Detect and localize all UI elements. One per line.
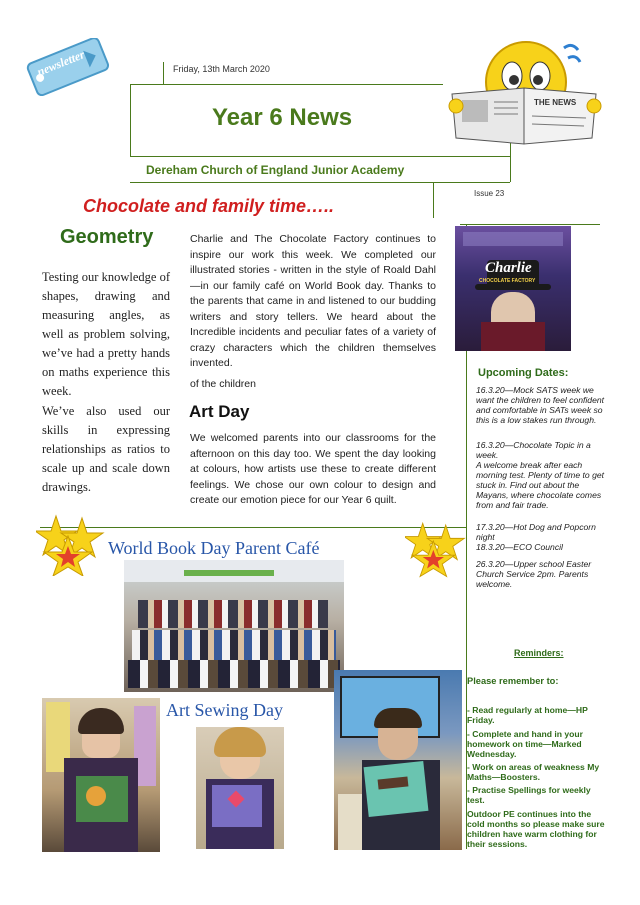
charlie-tail-text: of the children [190, 378, 256, 390]
art-sewing-photo-1 [42, 698, 160, 852]
upcoming-item-1: 16.3.20—Mock SATS week we want the children to feel confident and comfortable in SATs week so this is a low stakes run through. [476, 385, 605, 425]
geometry-paragraph-1: Testing our knowledge of shapes, drawing and measuring angles, as well as problem solving, we’ve had a pretty hands on maths experience this week. [42, 270, 170, 398]
art-sewing-photo-3 [334, 670, 462, 850]
upcoming-item-2: 16.3.20—Chocolate Topic in a week. A welcome break after each morning test. Plenty of time to get stuck in. Find out about the Mayans, where chocolate comes from and fair trade. [476, 440, 605, 510]
masthead-rule [130, 84, 164, 85]
reminders-heading: Reminders: [514, 648, 564, 658]
reminder-item-1: - Read regularly at home—HP Friday. [467, 705, 588, 725]
masthead-rule [163, 62, 164, 84]
reminder-item-2: - Complete and hand in your homework on time—Marked Wednesday. [467, 729, 584, 759]
reminder-item-5: Outdoor PE continues into the cold months so please make sure children have warm clothing for their sessions. [467, 809, 605, 849]
reminder-item-3: - Work on areas of weakness My Maths—Boosters. [467, 762, 600, 782]
charlie-paragraph: Charlie and The Chocolate Factory continues to inspire our work this week. We completed our illustrated stories - written in the style of Roald Dahl—in our family café on World Book day. Thanks to the parents that came in and listened to our budding writers and story tellers. We heard about the Incredible incidents and peculiar fates of a variety of crazy characters which the children themselves invented. [190, 233, 436, 369]
art-sewing-photo-2 [196, 727, 284, 849]
art-day-heading: Art Day [189, 402, 250, 421]
masthead-rule [163, 84, 443, 85]
masthead-rule [130, 156, 510, 157]
upcoming-item-3: 17.3.20—Hot Dog and Popcorn night 18.3.20—ECO Council [476, 522, 596, 552]
masthead-rule [433, 182, 434, 218]
headline: Chocolate and family time….. [83, 196, 335, 216]
newsletter-badge [22, 38, 112, 96]
masthead-rule [130, 182, 510, 183]
art-sewing-caption: Art Sewing Day [166, 700, 283, 720]
masthead-rule [130, 84, 131, 156]
page-title: Year 6 News [212, 104, 353, 131]
poster-title: Charlie [485, 260, 532, 276]
issue-date: Friday, 13th March 2020 [173, 64, 270, 74]
geometry-heading: Geometry [60, 226, 154, 248]
newsletter-badge-text: newsletter [35, 47, 87, 79]
issue-number: Issue 23 [474, 189, 505, 198]
newspaper-cartoon [446, 36, 606, 146]
right-column-rule [460, 224, 600, 225]
reminders-intro: Please remember to: [467, 676, 559, 686]
geometry-paragraph-2: We’ve also used our skills in expressing relationships as ratios to scale up and scale down drawings. [42, 404, 170, 494]
upcoming-item-4: 26.3.20—Upper school Easter Church Service 2pm. Parents welcome. [476, 559, 592, 589]
world-book-day-photo [124, 560, 344, 692]
reminder-item-4: - Practise Spellings for weekly test. [467, 785, 591, 805]
poster-subtitle: CHOCOLATE FACTORY [479, 278, 536, 284]
school-name: Dereham Church of England Junior Academy [146, 163, 405, 177]
upcoming-heading: Upcoming Dates: [478, 367, 569, 379]
world-book-day-caption: World Book Day Parent Café [108, 538, 320, 558]
cartoon-paper-label: THE NEWS [534, 98, 577, 107]
art-day-paragraph: We welcomed parents into our classrooms for the afternoon on this day too. We spent the day looking at colours, how artists use these to create different feelings. We chose our own colour to design and create our emotion piece for our Year 6 quilt. [190, 432, 436, 506]
charlie-movie-poster [455, 226, 571, 351]
star-icon [36, 514, 106, 576]
star-icon [405, 520, 467, 578]
